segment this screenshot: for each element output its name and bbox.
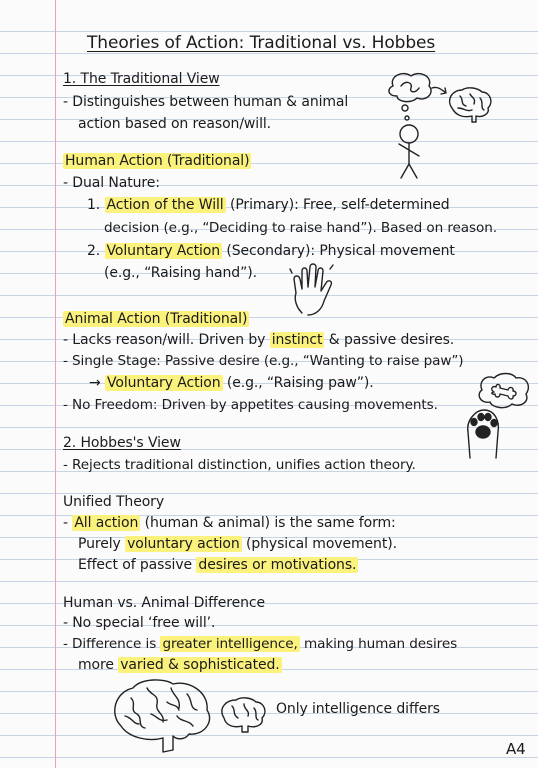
difference-line-2-post: making human desires	[303, 636, 458, 652]
caption: Only intelligence differs	[276, 701, 440, 717]
page-title: Theories of Action: Traditional vs. Hobbes	[87, 33, 436, 53]
human-item-1-number: 1.	[87, 197, 101, 213]
difference-line-3	[78, 656, 282, 674]
animal-line-1-post: & passive desires.	[328, 332, 455, 348]
unified-line-2	[78, 535, 397, 553]
unified-line-3-pre: Effect of passive	[78, 557, 193, 573]
difference-heading: Human vs. Animal Difference	[63, 595, 266, 611]
hobbes-line-1: - Rejects traditional distinction, unifies action theory.	[63, 457, 416, 473]
human-item-2-text: (Secondary): Physical movement	[226, 243, 455, 259]
human-item-1-continued: decision (e.g., “Deciding to raise hand”). Based on reason.	[104, 220, 497, 236]
human-item-1-text: (Primary): Free, self-determined	[229, 197, 450, 213]
unified-line-1	[63, 514, 396, 532]
human-item-2-number: 2.	[87, 243, 101, 259]
animal-line-3	[89, 374, 374, 392]
all-action-highlight: All action	[74, 515, 139, 531]
traditional-line-2: action based on reason/will.	[78, 116, 272, 132]
dual-nature-line: - Dual Nature:	[63, 175, 160, 191]
instinct-highlight: instinct	[271, 332, 323, 348]
unified-voluntary-action-highlight: voluntary action	[127, 536, 240, 552]
human-item-2-continued: (e.g., “Raising hand”).	[104, 265, 257, 281]
unified-line-1-pre: -	[63, 515, 68, 531]
section-traditional-heading: 1. The Traditional View	[63, 71, 220, 87]
animal-line-2: - Single Stage: Passive desire (e.g., “Wanting to raise paw”)	[63, 353, 464, 369]
raised-hand-icon	[290, 263, 335, 318]
unified-line-2-post: (physical movement).	[245, 536, 397, 552]
traditional-line-1: - Distinguishes between human & animal	[63, 94, 349, 110]
animal-action-heading	[63, 310, 249, 328]
unified-line-2-pre: Purely	[78, 536, 121, 552]
difference-line-3-pre: more	[78, 657, 114, 673]
section-hobbes-heading: 2. Hobbes's View	[63, 435, 181, 451]
difference-line-1: - No special ‘free will’.	[63, 615, 216, 631]
animal-line-4: - No Freedom: Driven by appetites causing movements.	[63, 397, 438, 413]
unified-line-3	[78, 556, 358, 574]
animal-line-1	[63, 331, 454, 349]
large-brain-icon	[107, 678, 217, 756]
human-action-heading	[63, 152, 251, 170]
difference-line-2-pre: - Difference is	[63, 636, 157, 652]
varied-highlight: varied & sophisticated.	[120, 657, 280, 673]
brain-icon	[446, 86, 494, 124]
arrow-icon: →	[89, 375, 101, 391]
intelligence-highlight: greater intelligence,	[162, 636, 298, 652]
unified-line-1-post: (human & animal) is the same form:	[144, 515, 396, 531]
voluntary-action-highlight: Voluntary Action	[106, 243, 221, 259]
action-of-will-highlight: Action of the Will	[106, 197, 224, 213]
human-item-1	[87, 196, 450, 214]
page-label: A4	[506, 740, 526, 758]
human-item-2	[87, 242, 455, 260]
small-brain-icon	[218, 696, 268, 734]
animal-voluntary-action-highlight: Voluntary Action	[107, 375, 221, 391]
animal-line-1-pre: - Lacks reason/will. Driven by	[63, 332, 266, 348]
human-action-heading-text: Human Action (Traditional)	[65, 153, 250, 169]
animal-action-heading-text: Animal Action (Traditional)	[65, 311, 248, 327]
desires-highlight: desires or motivations.	[198, 557, 357, 573]
paw-icon	[462, 404, 504, 458]
animal-line-3-post: (e.g., “Raising paw”).	[226, 375, 374, 391]
difference-line-2	[63, 635, 457, 653]
unified-theory-heading: Unified Theory	[63, 494, 165, 510]
